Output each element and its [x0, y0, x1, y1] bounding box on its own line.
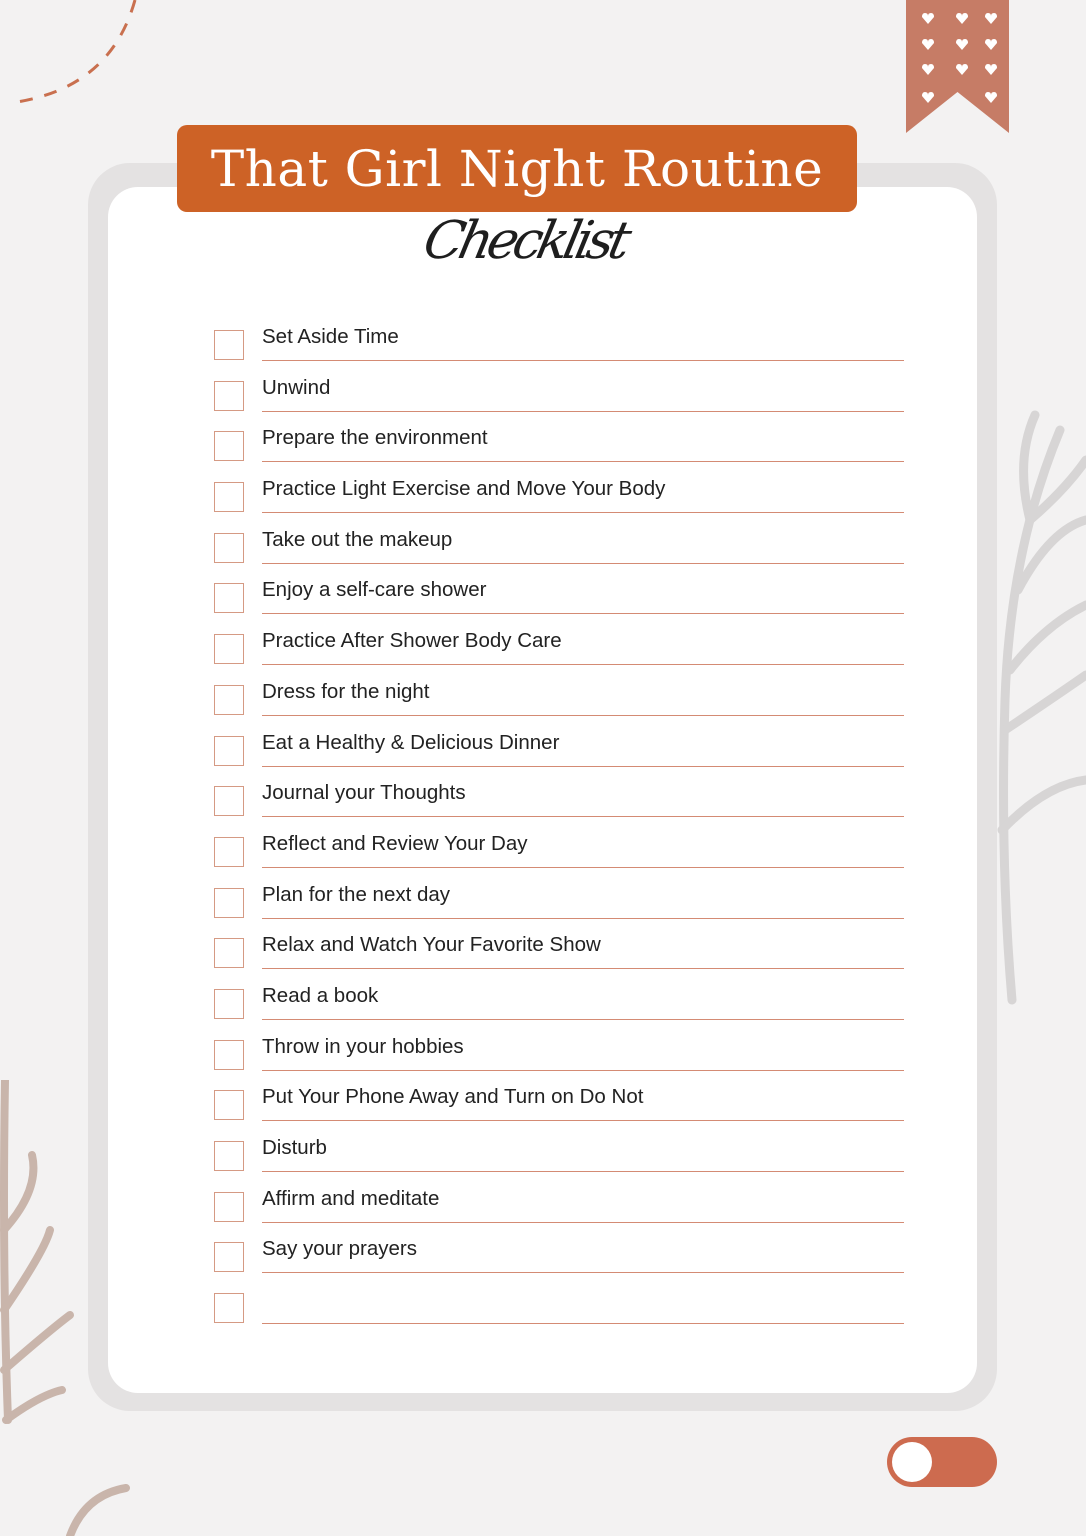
checklist-item — [214, 1279, 904, 1330]
item-underline — [262, 360, 904, 361]
checklist-item — [214, 874, 904, 925]
item-underline — [262, 816, 904, 817]
checklist-item — [214, 924, 904, 975]
item-underline — [262, 461, 904, 462]
checkbox[interactable] — [214, 431, 244, 461]
checklist-item — [214, 316, 904, 367]
checklist-item — [214, 367, 904, 418]
checklist-item — [214, 519, 904, 570]
checklist-item-label: Take out the makeup — [262, 527, 453, 551]
item-underline — [262, 918, 904, 919]
checklist-item — [214, 975, 904, 1026]
checklist-item — [214, 569, 904, 620]
checkbox[interactable] — [214, 1141, 244, 1171]
checkbox[interactable] — [214, 685, 244, 715]
checklist-item-label: Enjoy a self-care shower — [262, 578, 487, 602]
item-underline — [262, 1323, 904, 1324]
checklist-item — [214, 1127, 904, 1178]
checklist-item-label: Relax and Watch Your Favorite Show — [262, 933, 601, 957]
checklist-item — [214, 1026, 904, 1077]
item-underline — [262, 968, 904, 969]
item-underline — [262, 715, 904, 716]
item-underline — [262, 1272, 904, 1273]
checkbox[interactable] — [214, 482, 244, 512]
item-underline — [262, 411, 904, 412]
checklist-item — [214, 1178, 904, 1229]
checkbox[interactable] — [214, 989, 244, 1019]
checklist-item — [214, 772, 904, 823]
checklist-item — [214, 468, 904, 519]
checkbox[interactable] — [214, 1242, 244, 1272]
checkbox[interactable] — [214, 634, 244, 664]
checklist-item-label: Throw in your hobbies — [262, 1034, 464, 1058]
item-underline — [262, 613, 904, 614]
checkbox[interactable] — [214, 736, 244, 766]
checklist-item-label: Read a book — [262, 983, 379, 1007]
checklist-item-label: Unwind — [262, 375, 331, 399]
item-underline — [262, 1120, 904, 1121]
checkbox[interactable] — [214, 1293, 244, 1323]
item-underline — [262, 664, 904, 665]
page-title: That Girl Night Routine — [210, 139, 824, 198]
title-banner — [177, 125, 857, 212]
checklist-item — [214, 671, 904, 722]
item-underline — [262, 867, 904, 868]
item-underline — [262, 563, 904, 564]
checkbox[interactable] — [214, 837, 244, 867]
checkbox[interactable] — [214, 583, 244, 613]
checklist-item-label: Dress for the night — [262, 679, 430, 703]
leaf-branch-icon — [0, 1080, 80, 1430]
checklist-item-label: Eat a Healthy & Delicious Dinner — [262, 730, 560, 754]
checklist-item-label: Practice Light Exercise and Move Your Body — [262, 477, 666, 501]
checklist-item-label: Set Aside Time — [262, 325, 399, 348]
heart-pattern-bookmark-icon — [906, 0, 1009, 133]
checkbox[interactable] — [214, 938, 244, 968]
checkbox[interactable] — [214, 1192, 244, 1222]
checklist-item — [214, 823, 904, 874]
checkbox[interactable] — [214, 381, 244, 411]
checklist-item-label: Prepare the environment — [262, 426, 488, 450]
item-underline — [262, 512, 904, 513]
checkbox[interactable] — [214, 1090, 244, 1120]
toggle-knob[interactable] — [892, 1442, 932, 1482]
leaf-branch-icon — [990, 400, 1086, 1010]
item-underline — [262, 1070, 904, 1071]
checklist-item — [214, 1228, 904, 1279]
checkbox[interactable] — [214, 1040, 244, 1070]
checklist-item-label: Put Your Phone Away and Turn on Do Not — [262, 1085, 644, 1109]
checklist — [214, 316, 904, 1330]
page-subtitle: Checklist — [418, 211, 632, 271]
checklist-item-label: Journal your Thoughts — [262, 781, 466, 805]
checklist-item-label: Plan for the next day — [262, 882, 451, 906]
checklist-item-label: Reflect and Review Your Day — [262, 831, 528, 855]
checkbox[interactable] — [214, 330, 244, 360]
item-underline — [262, 1222, 904, 1223]
checklist-item-label: Practice After Shower Body Care — [262, 629, 562, 653]
checkbox[interactable] — [214, 888, 244, 918]
checklist-item — [214, 1076, 904, 1127]
item-underline — [262, 1171, 904, 1172]
toggle-switch[interactable] — [887, 1437, 997, 1487]
dashed-arc-icon — [0, 0, 150, 115]
item-underline — [262, 766, 904, 767]
checklist-item-label: Say your prayers — [262, 1237, 417, 1261]
checklist-item-label: Disturb — [262, 1136, 327, 1159]
checklist-item — [214, 620, 904, 671]
checklist-item — [214, 417, 904, 468]
checkbox[interactable] — [214, 533, 244, 563]
checkbox[interactable] — [214, 786, 244, 816]
item-underline — [262, 1019, 904, 1020]
checklist-item — [214, 722, 904, 773]
checklist-item-label: Affirm and meditate — [262, 1186, 440, 1210]
leaf-icon — [60, 1480, 140, 1536]
